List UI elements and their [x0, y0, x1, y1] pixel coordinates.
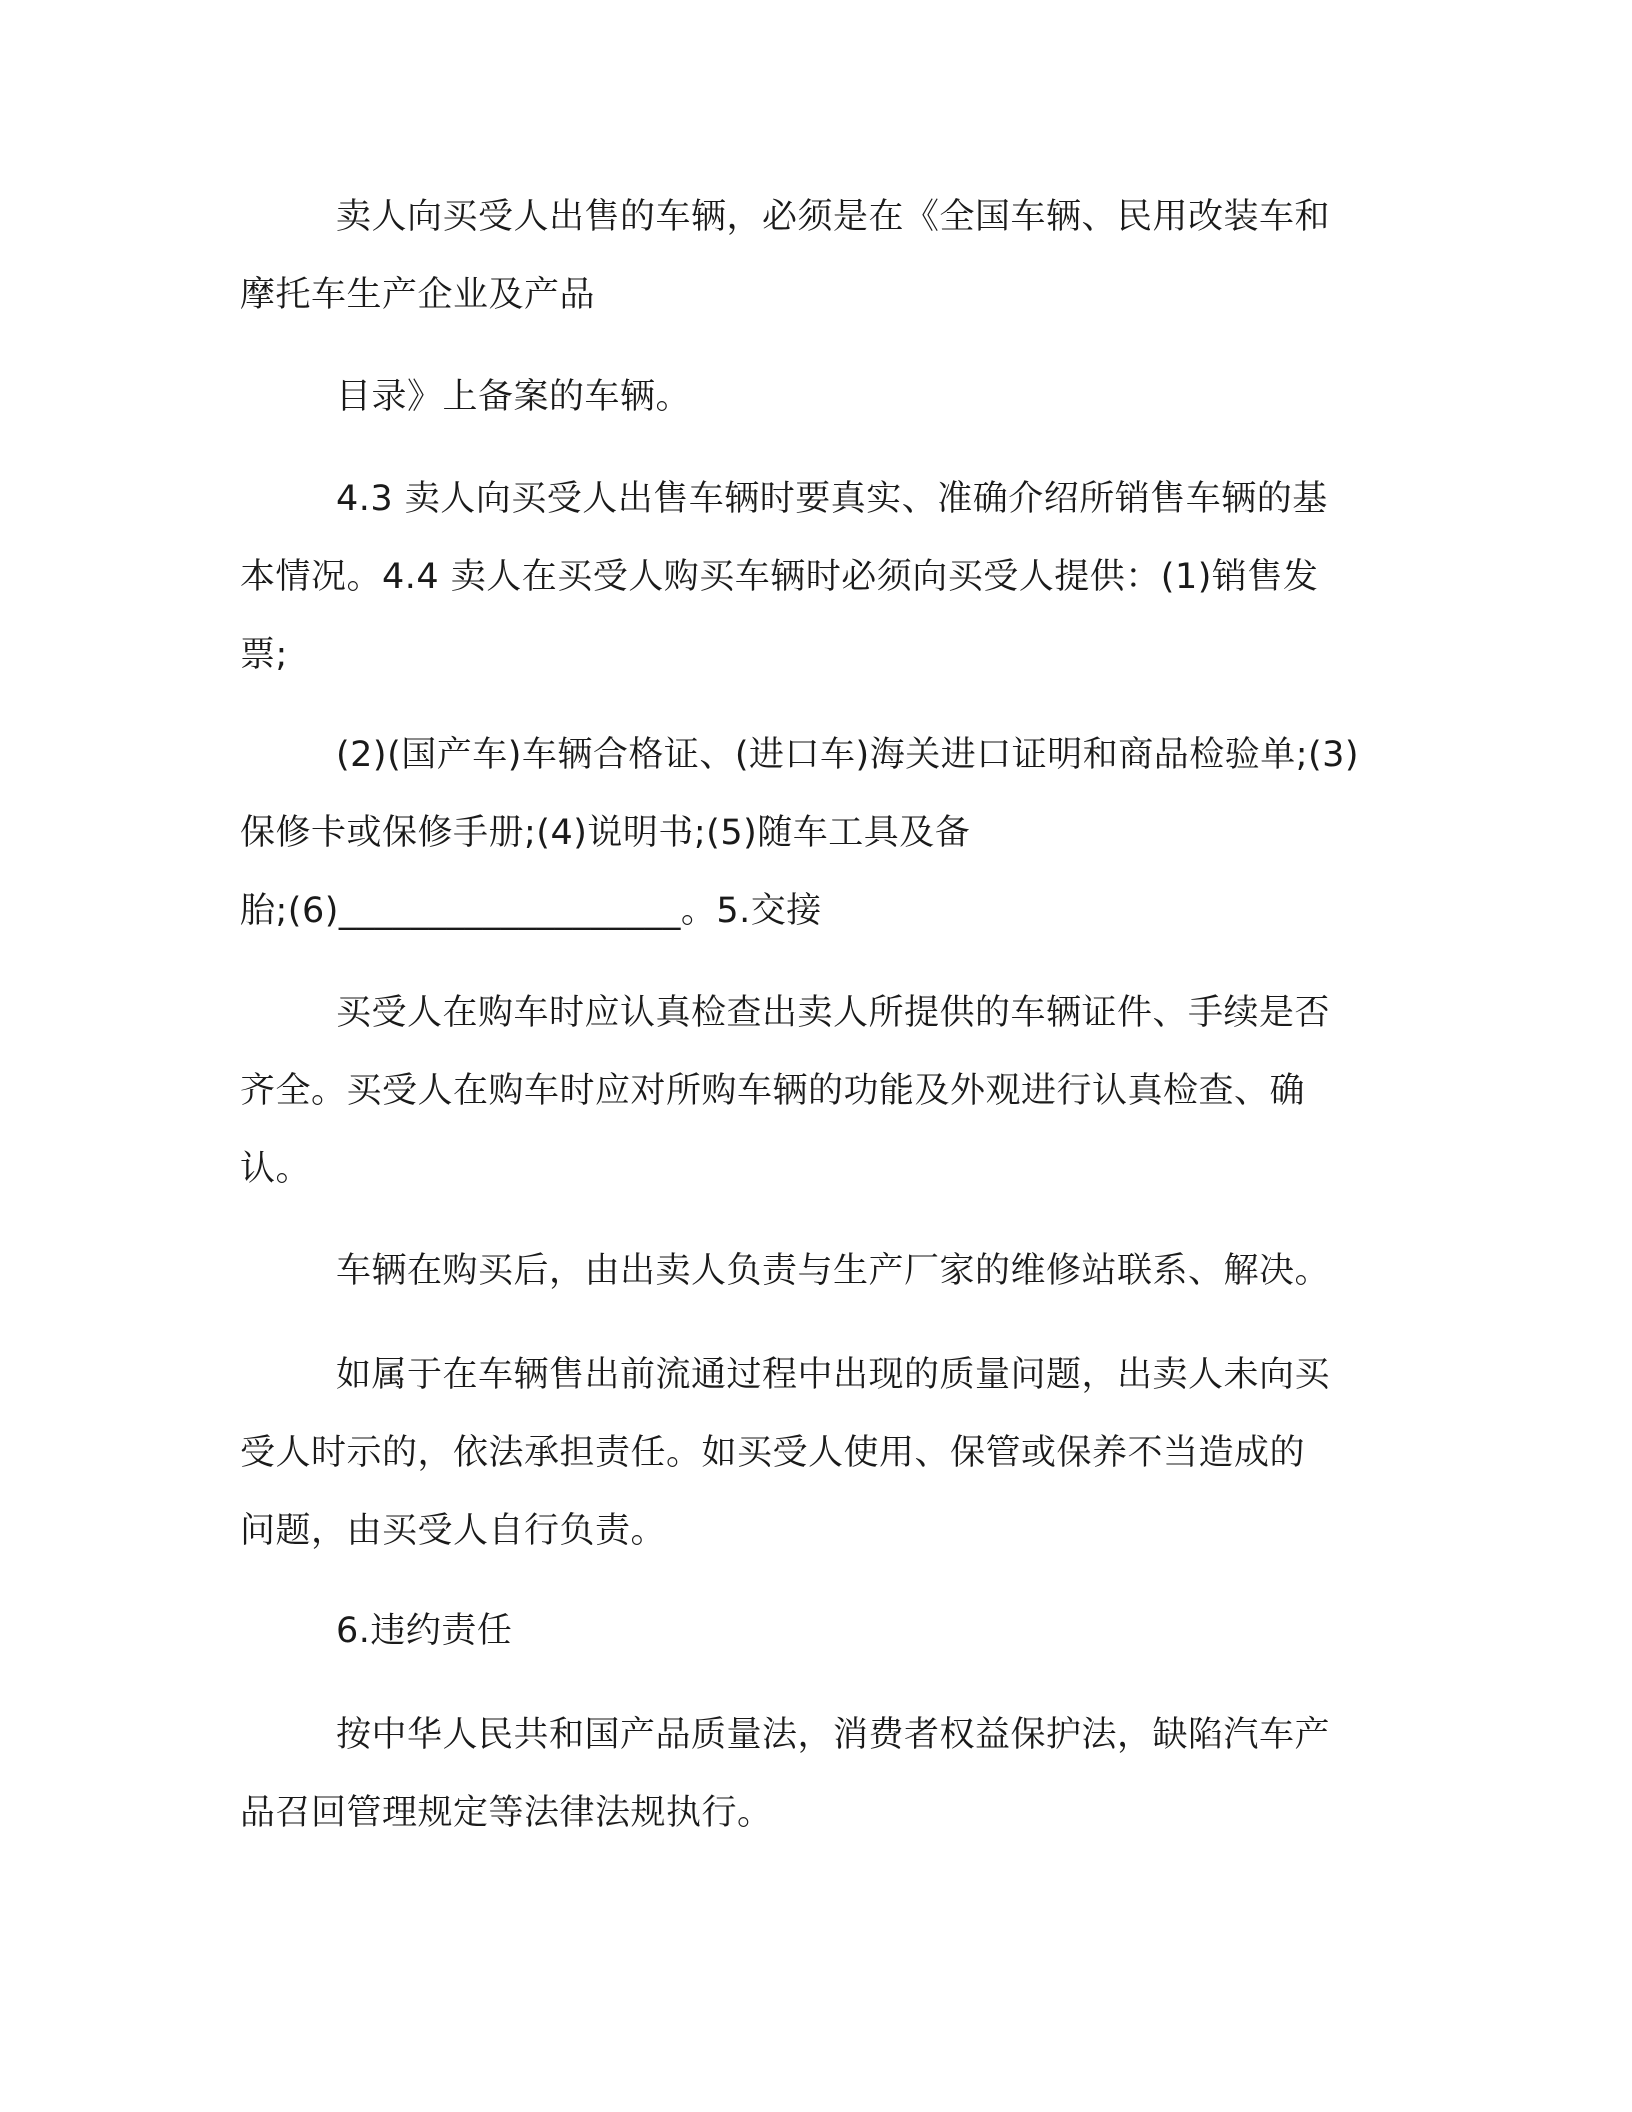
text-line: 如属于在车辆售出前流通过程中出现的质量问题，出卖人未向买	[336, 1355, 1331, 1395]
text-line: 车辆在购买后，由出卖人负责与生产厂家的维修站联系、解决。	[336, 1251, 1331, 1291]
text-line: 本情况。4.4 卖人在买受人购买车辆时必须向买受人提供：(1)销售发	[240, 557, 1319, 597]
paragraph-after-purchase	[240, 1232, 1390, 1310]
text-line: 胎;(6)___________________。5.交接	[240, 891, 822, 931]
text-line: 买受人在购车时应认真检查出卖人所提供的车辆证件、手续是否	[336, 993, 1331, 1033]
text-line: 6.违约责任	[336, 1611, 513, 1651]
section-heading-liability	[240, 1592, 1390, 1670]
text-line: 问题，由买受人自行负责。	[240, 1511, 667, 1551]
paragraph-inspection	[240, 974, 1390, 1208]
paragraph-documents-list	[240, 716, 1390, 950]
text-line: (2)(国产车)车辆合格证、(进口车)海关进口证明和商品检验单;(3)	[336, 735, 1360, 775]
paragraph-quality-issues	[240, 1336, 1390, 1570]
text-line: 4.3 卖人向买受人出售车辆时要真实、准确介绍所销售车辆的基	[336, 479, 1328, 519]
text-line: 品召回管理规定等法律法规执行。	[240, 1793, 773, 1833]
text-line: 认。	[240, 1149, 312, 1189]
text-line: 票;	[240, 635, 288, 675]
text-line: 保修卡或保修手册;(4)说明书;(5)随车工具及备	[240, 813, 971, 853]
text-line: 摩托车生产企业及产品	[240, 275, 596, 315]
paragraph-laws	[240, 1696, 1390, 1852]
text-line: 目录》上备案的车辆。	[336, 377, 692, 417]
paragraph-catalog-end	[240, 358, 1390, 436]
paragraph-vehicle-catalog	[240, 178, 1390, 334]
paragraph-clause-4-3	[240, 460, 1390, 694]
text-line: 受人时示的，依法承担责任。如买受人使用、保管或保养不当造成的	[240, 1433, 1306, 1473]
text-line: 齐全。买受人在购车时应对所购车辆的功能及外观进行认真检查、确	[240, 1071, 1306, 1111]
text-line: 按中华人民共和国产品质量法，消费者权益保护法，缺陷汽车产	[336, 1715, 1331, 1755]
text-line: 卖人向买受人出售的车辆，必须是在《全国车辆、民用改装车和	[336, 197, 1331, 237]
